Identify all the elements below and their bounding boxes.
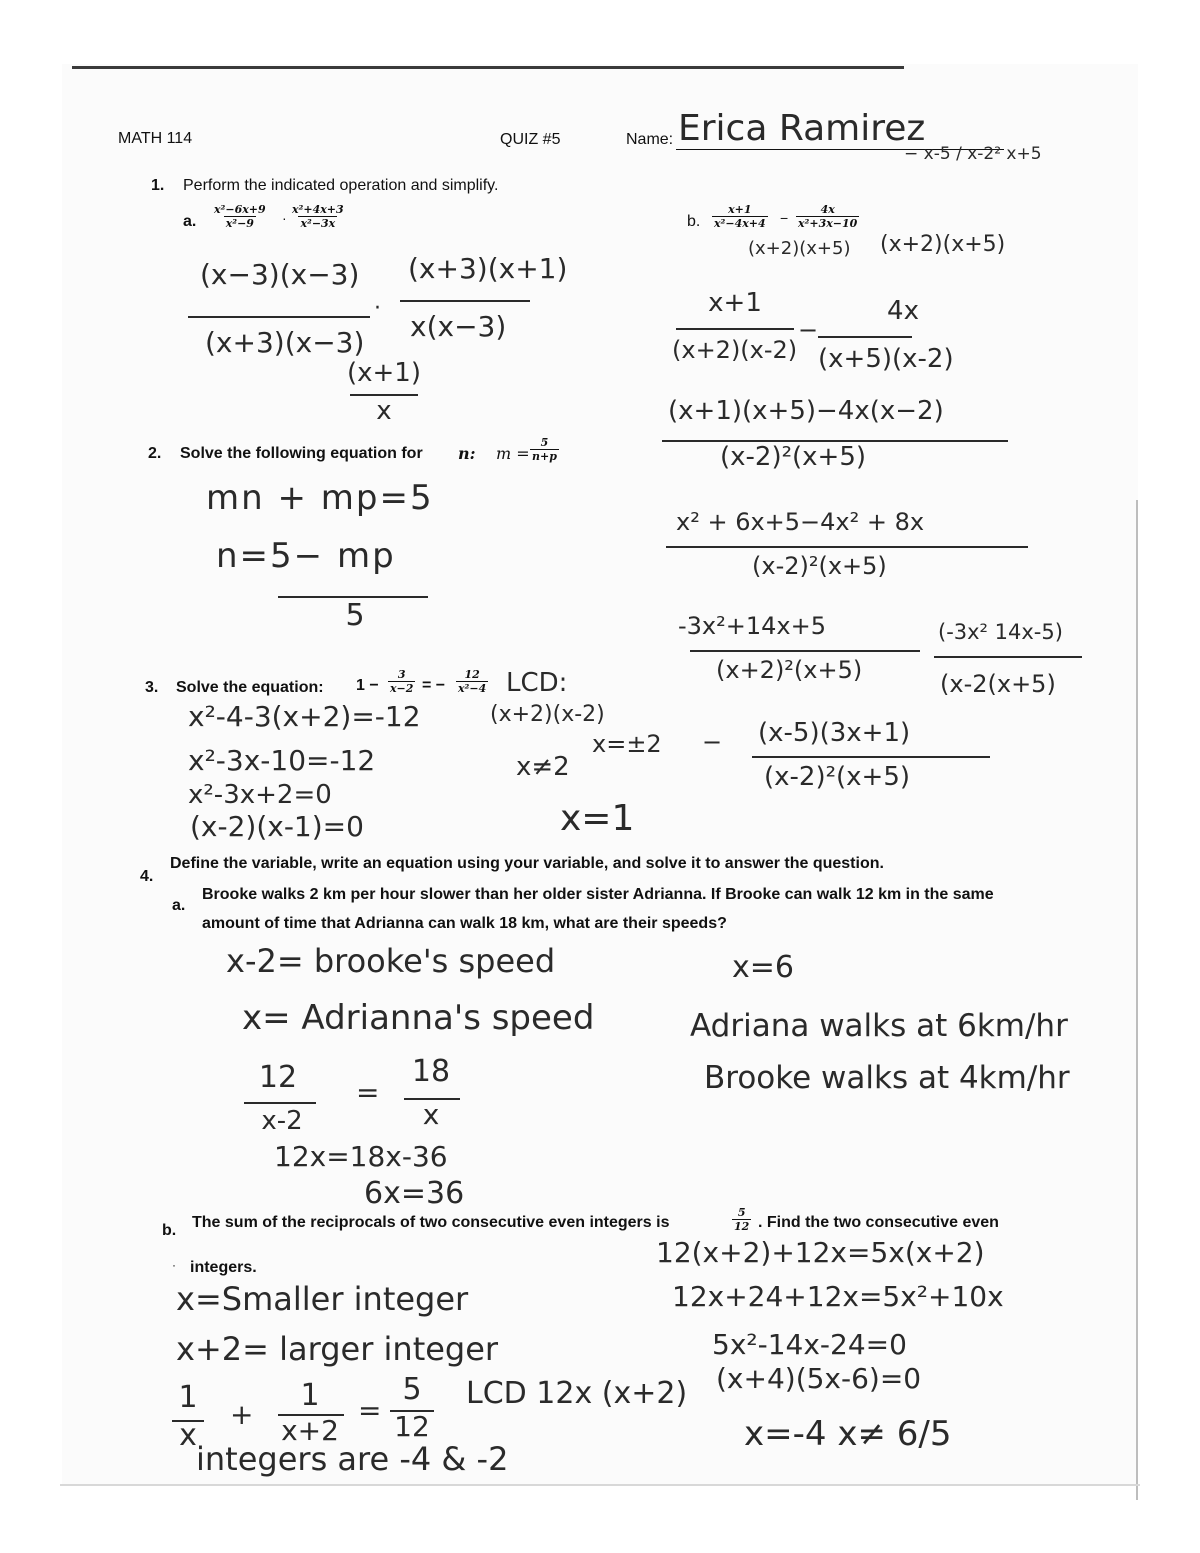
q4b-f1-den: x — [179, 1418, 197, 1453]
q4b-f1-num: 1 — [178, 1380, 198, 1415]
q2-work-line1: mn + mp=5 — [206, 478, 434, 518]
q1b-l5-bar — [690, 650, 920, 652]
q4a-frac2-den: x — [422, 1098, 440, 1131]
q4b-bullet-mark: · — [172, 1258, 176, 1272]
q1a-fraction-1 — [212, 203, 268, 230]
q3-work-line1: x²-4-3(x+2)=-12 — [188, 700, 421, 733]
q1b-l4-den: (x-2)²(x+5) — [752, 552, 887, 580]
q1b-l5b-num: (-3x² 14x-5) — [938, 620, 1063, 644]
q3-work-line2: x²-3x-10=-12 — [188, 744, 376, 777]
q4b-f3-den: 12 — [394, 1410, 430, 1443]
q4a-text-1: Brooke walks 2 km per hour slower than her older sister Adrianna. If Brooke can walk 12 km in the same — [202, 886, 994, 903]
q1b-l1-num: x+1 — [708, 288, 762, 318]
q1b-l2-bar — [818, 336, 912, 338]
q4b-plus: + — [230, 1398, 254, 1431]
q3-number: 3. — [145, 679, 159, 696]
q3-eq-equals: = − — [422, 677, 446, 694]
q4b-right-1: 12(x+2)+12x=5x(x+2) — [656, 1236, 985, 1269]
q3-eq-fraction-2 — [456, 668, 488, 695]
q4b-lcd: LCD 12x (x+2) — [466, 1376, 688, 1411]
q1a-fraction-2 — [290, 203, 346, 230]
q4b-frac-num: 5 — [737, 1206, 746, 1219]
q3-lcd-value: (x+2)(x-2) — [490, 702, 605, 727]
q2-eq-fraction — [530, 436, 559, 463]
q4b-f2-den: x+2 — [281, 1414, 339, 1447]
q1b-l4-bar — [666, 546, 1028, 548]
q3-work-line3: x²-3x+2=0 — [188, 780, 332, 810]
q1a-work-den1: (x+3)(x−3) — [205, 326, 365, 359]
q4a-equals: = — [356, 1076, 380, 1109]
q2-eq-lhs: m = — [496, 444, 530, 463]
q4a-frac1-den: x-2 — [261, 1106, 303, 1136]
q1b-l6-prefix: − — [702, 728, 723, 756]
q4b-def-2: x+2= larger integer — [176, 1330, 499, 1368]
q3-eq-den1: x−2 — [390, 682, 414, 695]
q4b-right-4: (x+4)(5x-6)=0 — [716, 1362, 922, 1395]
q2-work-line2: n=5− mp — [216, 536, 396, 576]
q1b-l4-num: x² + 6x+5−4x² + 8x — [676, 508, 925, 536]
q4a-frac2-num: 18 — [411, 1054, 451, 1089]
q4b-right-3: 5x²-14x-24=0 — [712, 1328, 907, 1361]
q3-eq-num2: 12 — [464, 668, 480, 681]
q1b-l2-den: (x+5)(x-2) — [818, 344, 954, 374]
q1a-work-dot: · — [374, 296, 381, 321]
q4a-def-2: x= Adrianna's speed — [242, 998, 595, 1038]
q1a-f1-den: x²−9 — [225, 217, 254, 230]
q1b-fraction-2 — [796, 203, 859, 230]
course-label: MATH 114 — [118, 130, 193, 147]
q1b-l6-bar — [752, 756, 990, 758]
q3-eq-one: 1 − — [356, 677, 379, 694]
q1b-l6-den: (x-2)²(x+5) — [764, 762, 911, 792]
q2-variable: n: — [458, 444, 476, 463]
q1b-multiplier-2: (x+2)(x+5) — [880, 232, 1006, 257]
paper-right-edge — [1136, 500, 1138, 1500]
q1-prompt: Perform the indicated operation and simplify. — [183, 177, 499, 194]
q2-number: 2. — [148, 445, 162, 462]
q1b-top-note: − x-5 / x-2² x+5 — [904, 144, 1042, 164]
student-name: Erica Ramirez — [678, 108, 926, 149]
q4b-equals: = — [358, 1394, 382, 1427]
q1b-f2-den: x²+3x−10 — [798, 217, 858, 230]
q4b-right-5: x=-4 x≠ 6/5 — [744, 1414, 952, 1454]
q1b-label: b. — [687, 213, 701, 230]
q3-prompt: Solve the equation: — [176, 679, 324, 696]
q3-restriction: x≠2 — [516, 752, 570, 782]
q1b-l-minus: − — [798, 316, 819, 344]
q4b-label: b. — [162, 1222, 177, 1239]
q4a-frac1-bar — [244, 1102, 316, 1104]
q1a-result-num: (x+1) — [346, 358, 421, 388]
q1a-work-num1: (x−3)(x−3) — [200, 258, 360, 291]
q1b-f1-den: x²−4x+4 — [714, 217, 766, 230]
q1a-work-den2: x(x−3) — [410, 310, 507, 343]
q4-number: 4. — [140, 868, 154, 885]
q1b-l5b-den: (x-2(x+5) — [940, 670, 1056, 698]
q1b-l3-num: (x+1)(x+5)−4x(x−2) — [668, 396, 944, 426]
q1b-l5b-bar — [934, 656, 1082, 658]
q1a-work-num2: (x+3)(x+1) — [408, 252, 568, 285]
q4a-line-1: 12x=18x-36 — [274, 1140, 448, 1173]
q4a-frac1-num: 12 — [258, 1060, 298, 1095]
q3-answer: x=1 — [560, 798, 635, 839]
q1-number: 1. — [151, 177, 165, 194]
q4b-f3-num: 5 — [402, 1372, 422, 1407]
q4b-frac-den: 12 — [734, 1220, 750, 1233]
q1a-dot: · — [282, 210, 287, 226]
q4b-text-1-post: . Find the two consecutive even — [758, 1214, 999, 1231]
q1b-l1-bar — [676, 328, 794, 330]
q4-prompt: Define the variable, write an equation using your variable, and solve it to answer the question. — [170, 855, 884, 872]
q3-lcd-label: LCD: — [506, 668, 568, 698]
q1b-l3-den: (x-2)²(x+5) — [720, 442, 867, 472]
q4a-text-2: amount of time that Adrianna can walk 18 km, what are their speeds? — [202, 915, 727, 932]
q4b-f2-num: 1 — [300, 1378, 320, 1413]
q4b-text-2: integers. — [190, 1259, 257, 1276]
q3-work-line4: (x-2)(x-1)=0 — [190, 810, 364, 843]
q4b-right-2: 12x+24+12x=5x²+10x — [672, 1280, 1004, 1313]
q1b-l5-num: -3x²+14x+5 — [678, 612, 826, 640]
q4a-answer-2: Brooke walks at 4km/hr — [704, 1060, 1070, 1096]
q1a-label: a. — [183, 213, 197, 230]
q1a-work-bar2 — [400, 300, 530, 302]
q4a-def-1: x-2= brooke's speed — [226, 942, 556, 980]
q3-eq-num1: 3 — [397, 668, 406, 681]
q4a-label: a. — [172, 897, 186, 914]
q2-eq-num: 5 — [540, 436, 549, 449]
q1b-l1-den: (x+2)(x-2) — [672, 336, 798, 364]
q1b-multiplier-1: (x+2)(x+5) — [748, 238, 851, 259]
q4a-solution: x=6 — [732, 950, 794, 985]
q3-plus-minus: x=±2 — [592, 730, 662, 758]
q1b-minus: − — [780, 210, 789, 226]
q2-work-den: 5 — [345, 598, 365, 633]
q4b-text-1-pre: The sum of the reciprocals of two consecutive even integers is — [192, 1214, 670, 1231]
top-edge-line — [72, 66, 904, 69]
q1b-l5-den: (x+2)²(x+5) — [716, 656, 863, 684]
name-label: Name: — [626, 131, 674, 148]
q3-eq-fraction-1 — [388, 668, 415, 695]
q1a-f2-den: x²−3x — [300, 217, 336, 230]
q3-eq-den2: x²−4 — [458, 682, 487, 695]
q4b-def-1: x=Smaller integer — [176, 1280, 469, 1318]
q4b-answer: integers are -4 & -2 — [196, 1440, 509, 1478]
q4a-answer-1: Adriana walks at 6km/hr — [690, 1008, 1068, 1044]
q2-prompt: Solve the following equation for — [180, 445, 423, 462]
q1b-f2-num: 4x — [820, 203, 835, 216]
paper-bottom-edge — [60, 1484, 1140, 1486]
q1b-l6-num: (x-5)(3x+1) — [758, 718, 911, 748]
q1b-l2-num: 4x — [887, 296, 919, 326]
q2-eq-den: n+p — [532, 450, 557, 463]
q4b-fraction — [732, 1206, 751, 1233]
q1b-f1-num: x+1 — [728, 203, 752, 216]
quiz-label: QUIZ #5 — [500, 131, 561, 148]
q1a-f1-num: x²−6x+9 — [214, 203, 266, 216]
q1a-f2-num: x²+4x+3 — [292, 203, 344, 216]
q1a-result-den: x — [376, 396, 392, 426]
q1a-work-bar1 — [188, 316, 370, 318]
q1b-fraction-1 — [712, 203, 768, 230]
q4a-line-2: 6x=36 — [364, 1176, 465, 1211]
